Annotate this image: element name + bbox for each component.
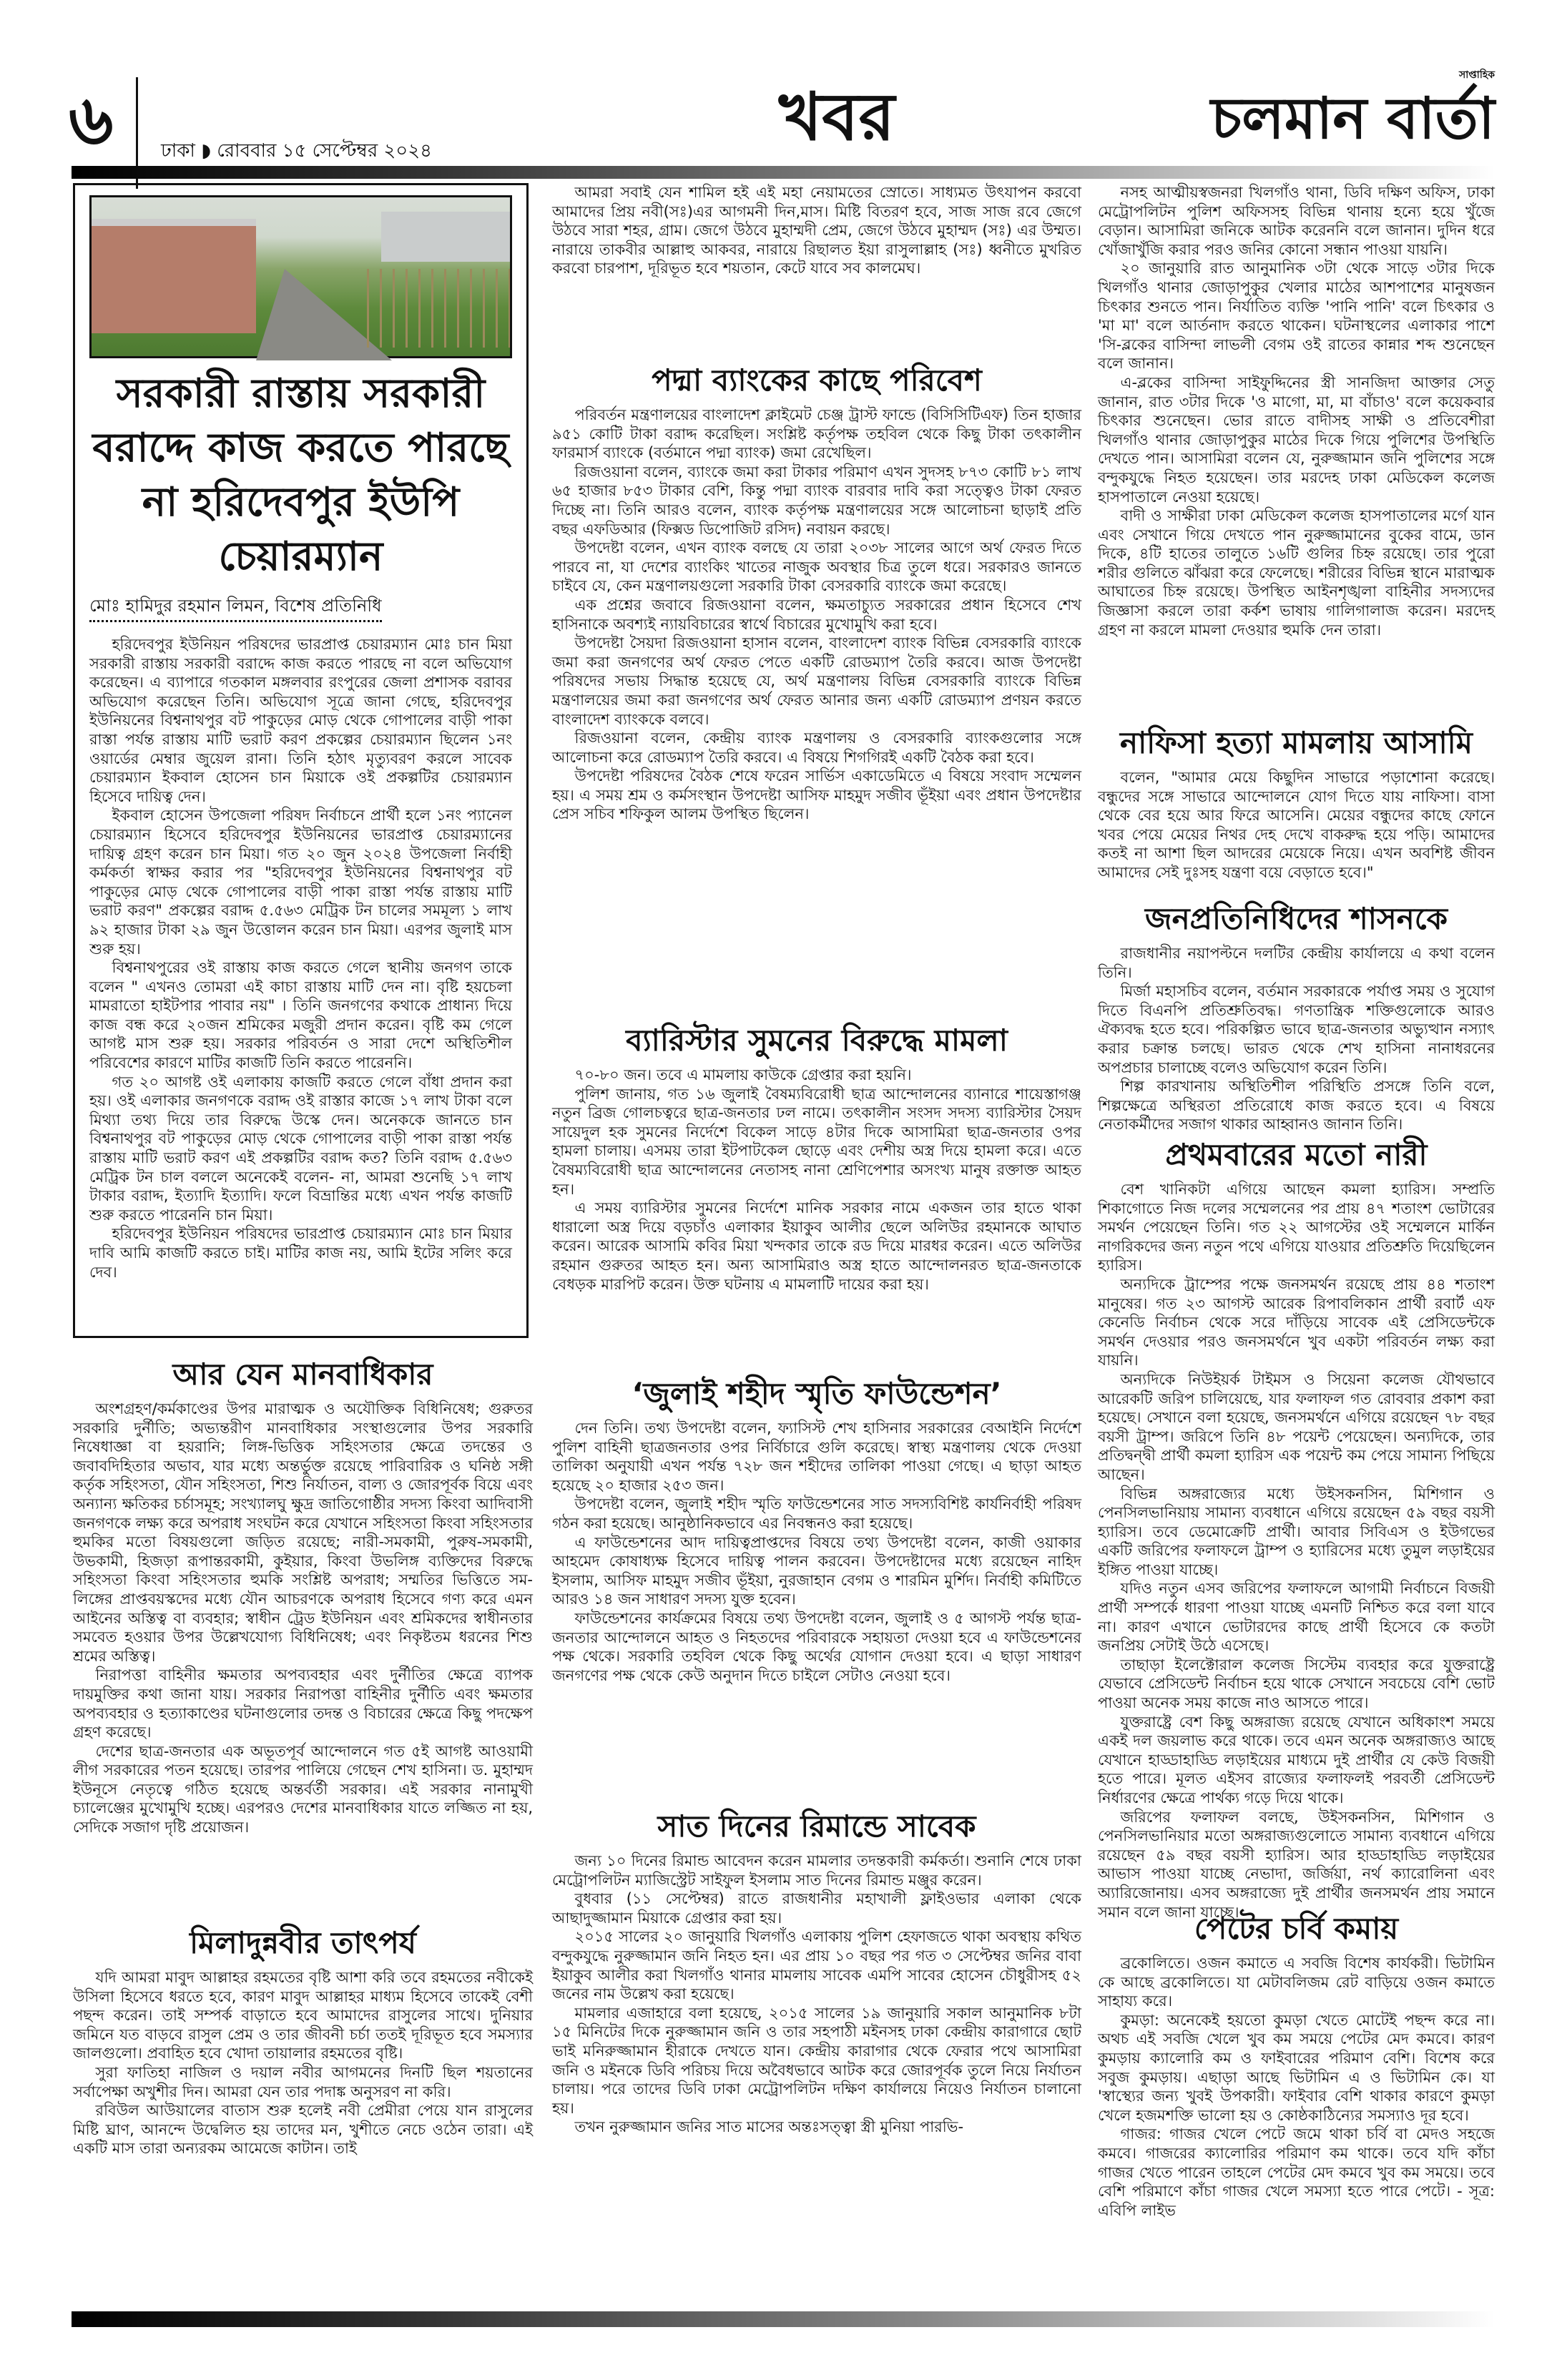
paragraph: হরিদেবপুর ইউনিয়ন পরিষদের ভারপ্রাপ্ত চেয়ারম্যান মোঃ চান মিয়া সরকারী রাস্তায় সরকারী বরাদ্দে কাজ করতে পারছে না বলে অভিযোগ করেছেন। এ ব্যাপারে গতকাল মঙ্গলবার রংপুরের জেলা প্রশাসক বরাবর অভিযোগ করেছেন তিনি। অভিযোগ সূত্রে জানা গেছে, হরিদেবপুর ইউনিয়নের বিশ্বনাথপুর বট পাকুড়ের মোড় থেকে গোপালের বাড়ী পাকা রাস্তা পর্যন্ত রাস্তায় মাটি ভরাট করণ প্রকল্পের চেয়ারম্যান ছিলেন ১নং ওয়ার্ডের মেম্বার জুয়েল রানা। তিনি হঠাৎ মৃত্যুবরণ করলে সাবেক চেয়ারম্যান ইকবাল হোসেন চান মিয়াকে ওই প্রকল্পটির চেয়ারম্যান হিসেবে দায়িত্ব দেন। <box>89 636 512 805</box>
lead-byline: মোঃ হামিদুর রহমান লিমন, বিশেষ প্রতিনিধি <box>89 594 382 622</box>
article-heading: পেটের চর্বি কমায় <box>1194 1911 1399 1946</box>
paragraph: সুরা ফাতিহা নাজিল ও দয়াল নবীর আগমনের দিনটি ছিল শয়তানের সর্বাপেক্ষা অখুশীর দিন। আমরা যেন তার পদাঙ্ক অনুসরণ না করি। <box>73 2063 533 2100</box>
paragraph: যদি আমরা মাবুদ আল্লাহর রহমতের বৃষ্টি আশা করি তবে রহমতের নবীকেই উসিলা হিসেবে ধরতে হবে, কারণ মাবুদ আল্লাহর মাধ্যম হিসেবে তাকেই বেশী পছন্দ করেন। তাই সম্পর্ক বাড়াতে হবে আমাদের রাসুলের সাথে। দুনিয়ার জমিনে যত বাড়বে রাসুল প্রেম ও তার জীবনী চর্চা ততই দূরিভূত হবে সমস্যার জালগুলো। প্রবাহিত হবে খোদা তায়ালার রহমতের বৃষ্টি। <box>73 1969 533 2062</box>
article-body <box>1098 944 1495 1136</box>
paragraph: রাজধানীর নয়াপল্টনে দলটির কেন্দ্রীয় কার্যালয়ে এ কথা বলেন তিনি। <box>1098 945 1495 981</box>
paragraph: হরিদেবপুর ইউনিয়ন পরিষদের ভারপ্রাপ্ত চেয়ারম্যান মোঃ চান মিয়ার দাবি আমি কাজটি করতে চাই। মাটির কাজ নয়, আমি ইটের সলিং করে দেব। <box>89 1225 512 1281</box>
paragraph: অন্যদিকে ট্রাম্পের পক্ষে জনসমর্থন রয়েছে প্রায় ৪৪ শতাংশ মানুষের। গত ২৩ আগস্ট আরেক রিপাবলিকান প্রার্থী রবার্ট এফ কেনেডি নির্বাচন থেকে সরে দাঁড়িয়ে সাবেক এই প্রেসিডেন্টকে সমর্থন দেওয়ার পরও জনসমর্থনে খুব একটা পরিবর্তন লক্ষ্য করা যায়নি। <box>1098 1275 1495 1370</box>
article-body <box>552 405 1081 1019</box>
article-milad-continued <box>552 183 1081 358</box>
paragraph: তাছাড়া ইলেক্টোরাল কলেজ সিস্টেম ব্যবহার করে যুক্তরাষ্ট্রে যেভাবে প্রেসিডেন্ট নির্বাচন হয়ে থাকে সেখানে সবচেয়ে বেশি ভোট পাওয়া অনেক সময় কাজে নাও আসতে পারে। <box>1098 1656 1495 1712</box>
paragraph: বিভিন্ন অঙ্গরাজ্যের মধ্যে উইসকনসিন, মিশিগান ও পেনসিলভানিয়ায় সামান্য ব্যবধানে এগিয়ে রয়েছেন ৫৯ বছর বয়সী হ্যারিস। তবে ডেমোক্রেটি প্রার্থী। আবার সিবিএস ও ইউগভের একটি জরিপের ফলাফলে ট্রাম্প ও হ্যারিসের মধ্যে তুমুল লড়াইয়ের ইঙ্গিত পাওয়া যাচ্ছে। <box>1098 1485 1495 1578</box>
article-remand <box>552 1807 1081 2306</box>
article-body <box>552 1066 1081 1372</box>
paragraph: রিজওয়ানা বলেন, ব্যাংকে জমা করা টাকার পরিমাণ এখন সুদসহ ৮৭৩ কোটি ৮১ লাখ ৬৫ হাজার ৮৫৩ টাকার বেশি, কিন্তু পদ্মা ব্যাংক বারবার দাবি করা সত্ত্বেও টাকা ফেরত দিচ্ছে না। তিনি আরও বলেন, ব্যাংক কর্তৃপক্ষ মন্ত্রণালয়ের সঙ্গে আলোচনা ছাড়াই প্রতি বছর এফডিআর (ফিক্সড ডিপোজিট রসিদ) নবায়ন করছে। <box>552 463 1081 538</box>
paragraph: রিজওয়ানা বলেন, কেন্দ্রীয় ব্যাংক মন্ত্রণালয় ও বেসরকারি ব্যাংকগুলোর সঙ্গে আলোচনা করে রোডম্যাপ তৈরি করবে। এ বিষয়ে শিগগিরই একটি বৈঠক করা হবে। <box>552 729 1081 766</box>
article-body <box>552 1419 1081 1804</box>
paragraph: যদিও নতুন এসব জরিপের ফলাফলে আগামী নির্বাচনে বিজয়ী প্রার্থী সম্পর্কে ধারণা পাওয়া যাচ্ছে এমনটি নিশ্চিত করে বলা যাবে না। কারণ এখানে ভোটারদের কাছে প্রার্থী হিসেবে কে কতটা জনপ্রিয় সেটাই উঠে এসেছে। <box>1098 1580 1495 1655</box>
article-body <box>1098 1180 1495 1921</box>
article-body <box>73 1968 533 2306</box>
article-body <box>552 183 1081 358</box>
paragraph: গত ২০ আগষ্ট ওই এলাকায় কাজটি করতে গেলে বাঁধা প্রদান করা হয়। ওই এলাকার জনগণকে বরাদ্দ ওই রাস্তার কাজে ১৭ লাখ টাকা বলে মিথ্যা তথ্য দিয়ে তার বিরুদ্ধে উস্কে দেন। অনেককে জানতে চান বিশ্বনাথপুর বট পাকুড়ের মোড় থেকে গোপালের বাড়ী পাকা রাস্তা পর্যন্ত রাস্তায় মাটি ভরাট করণ এই প্রকল্পটির বরাদ্দ কত? তিনি বরাদ্দ ৫.৫৬৩ মেট্রিক টন চাল বললে অনেকেই বলেন- না, আমরা শুনেছি ১৭ লাখ টাকার বরাদ্দ, ইত্যাদি ইত্যাদি। ফলে বিভ্রান্তির মধ্যে এখন পর্যন্ত কাজটি শুরু করতে পারেননি চান মিয়া। <box>89 1073 512 1224</box>
paragraph: ২০ জানুয়ারি রাত আনুমানিক ৩টা থেকে সাড়ে ৩টার দিকে খিলগাঁও থানার জোড়াপুকুর খেলার মাঠের আশপাশের মানুষজন চিৎকার শুনতে পান। নির্যাতিত ব্যক্তি 'পানি পানি' বলে চিৎকার ও 'মা মা' বলে আর্তনাদ করতে থাকেন। ঘটনাস্থলের এলাকার পাশে 'সি-ব্লকের বাসিন্দা লাভলী বেগম ওই রাতের কান্নার শব্দ শুনেছেন বলে জানান। <box>1098 260 1495 373</box>
paragraph: ব্রকোলিতে। ওজন কমাতে এ সবজি বিশেষ কার্যকরী। ভিটামিন কে আছে ব্রকোলিতে। যা মেটাবলিজম রেট বাড়িয়ে ওজন কমাতে সাহায্য করে। <box>1098 1954 1495 2010</box>
paragraph: পুলিশ জানায়, গত ১৬ জুলাই বৈষম্যবিরোধী ছাত্র আন্দোলনের ব্যানারে শায়েস্তাগঞ্জ নতুন ব্রিজ গোলচত্বরে ছাত্র-জনতার ঢল নামে। তৎকালীন সংসদ সদস্য ব্যারিস্টার সৈয়দ সায়েদুল হক সুমনের নির্দেশে বিকেল সাড়ে ৪টার দিকে আসামিরা ছাত্র-জনতার ওপর হামলা চালায়। এসময় তারা ইটপাটকেল ছোড়ে এবং দেশীয় অস্ত্র দিয়ে হামলা করে। এতে বৈষম্যবিরোধী ছাত্র আন্দোলনের নেতাসহ নানা শ্রেণিপেশার অসংখ্য মানুষ রক্তাক্ত আহত হন। <box>552 1085 1081 1198</box>
paragraph: শিল্প কারখানায় অস্থিতিশীল পরিস্থিতি প্রসঙ্গে তিনি বলে, শিল্পক্ষেত্রে অস্থিরতা প্রতিরোধে কাজ করতে হবে। এ বিষয়ে নেতাকর্মীদের সজাগ থাকার আহ্বানও জানান তিনি। <box>1098 1078 1495 1134</box>
article-heading: সাত দিনের রিমান্ডে সাবেক <box>657 1809 976 1844</box>
section-title: খবর <box>778 79 895 155</box>
paragraph: অন্যদিকে নিউইয়র্ক টাইমস ও সিয়েনা কলেজ যৌথভাবে আরেকটি জরিপ চালিয়েছে, যার ফলাফল গত রোববার প্রকাশ করা হয়েছে। সেখানে বলা হয়েছে, জনসমর্থনে এগিয়ে রয়েছেন ৭৮ বছর বয়সী ট্রাম্প। জরিপে তিনি ৪৮ পয়েন্ট পেয়েছেন। অন্যদিকে, তার প্রতিদ্বন্দ্বী প্রার্থী কমলা হ্যারিস এক পয়েন্ট কম পেয়ে সামান্য পিছিয়ে আছেন। <box>1098 1370 1495 1483</box>
article-body <box>1098 768 1495 899</box>
paragraph: ২০১৫ সালের ২০ জানুয়ারি খিলগাঁও এলাকায় পুলিশ হেফাজতে থাকা অবস্থায় কথিত বন্দুকযুদ্ধে নুরুজ্জামান জনি নিহত হন। এর প্রায় ১০ বছর পর গত ৩ সেপ্টেম্বর জনির বাবা ইয়াকুব আলীর করা খিলগাঁও থানার মামলায় সাবেক এমপি সাবের হোসেন চৌধুরীসহ ৫২ জনের নাম উল্লেখ করা হয়েছে। <box>552 1928 1081 2003</box>
logo-tagline: সাপ্তাহিক <box>1458 69 1495 81</box>
paragraph: ফাউন্ডেশনের কার্যক্রমের বিষয়ে তথ্য উপদেষ্টা বলেন, জুলাই ও ৫ আগস্ট পর্যন্ত ছাত্র-জনতার আন্দোলনে আহত ও নিহতদের পরিবারকে সহায়তা দেওয়া হবে এ ফাউন্ডেশনের পক্ষ থেকে। সরকারি তহবিল থেকে কিছু অর্থের যোগান দেওয়া হবে। এ ছাড়া সাধারণ জনগণের পক্ষ থেকে কেউ অনুদান দিতে চাইলে সেটাও নেওয়া হবে। <box>552 1609 1081 1684</box>
paragraph: মামলার এজাহারে বলা হয়েছে, ২০১৫ সালের ১৯ জানুয়ারি সকাল আনুমানিক ৮টা ১৫ মিনিটের দিকে নুরুজ্জামান জনি ও তার সহপাঠী মইনসহ ঢাকা কেন্দ্রীয় কারাগারে ছোট ভাই মনিরুজ্জামান হীরাকে দেখতে যান। কেন্দ্রীয় কারাগার থেকে ফেরার পথে আসামিরা জনি ও মইনকে ডিবি পরিচয় দিয়ে অবৈধভাবে আটক করে জোরপূর্বক তুলে নিয়ে নির্যাতন চালায়। পরে তাদের ডিবি ঢাকা মেট্রোপলিটন দক্ষিণ কার্যালয়ে নিয়েও নির্যাতন চালানো হয়। <box>552 2004 1081 2117</box>
article-representatives <box>1098 900 1495 1136</box>
paragraph: জরিপের ফলাফল বলছে, উইসকনসিন, মিশিগান ও পেনসিলভানিয়ার মতো অঙ্গরাজ্যগুলোতে সামান্য ব্যবধানে এগিয়ে রয়েছেন ৫৯ বছর বয়সী হ্যারিস। আর হাড্ডাহাড্ডি লড়াইয়ের আভাস পাওয়া যাচ্ছে নেভাদা, জর্জিয়া, নর্থ ক্যারোলিনা এবং অ্যারিজোনায়। এসব অঙ্গরাজ্যে দুই প্রার্থীর জনসমর্থন প্রায় সমানে সমান বলে জানা যাচ্ছে। <box>1098 1808 1495 1921</box>
lead-story-box <box>73 183 529 1338</box>
paragraph: তখন নুরুজ্জামান জনির সাত মাসের অন্তঃসত্ত্বা স্ত্রী মুনিয়া পারভি- <box>574 2118 964 2136</box>
paragraph: এ ফাউন্ডেশনের আদ দায়িত্বপ্রাপ্তদের বিষয়ে তথ্য উপদেষ্টা বলেন, কাজী ওয়াকার আহমেদ কোষাধ্যক্ষ হিসেবে দায়িত্ব পালন করবেন। উপদেষ্টাদের মধ্যে রয়েছেন নাহিদ ইসলাম, আসিফ মাহমুদ সজীব ভূঁইয়া, নুরজাহান বেগম ও শারমিন মুর্শিদ। নির্বাহী কমিটিতে আরও ১৪ জন সাধারণ সদস্য যুক্ত হবেন। <box>552 1533 1081 1608</box>
paragraph: মির্জা মহাসচিব বলেন, বর্তমান সরকারকে পর্যাপ্ত সময় ও সুযোগ দিতে বিএনপি প্রতিশ্রুতিবদ্ধ। গণতান্ত্রিক শক্তিগুলোকে আরও ঐক্যবদ্ধ হতে হবে। পরিকল্পিত ভাবে ছাত্র-জনতার অভ্যুত্থান নস্যাৎ করার চক্রান্ত চলছে। ভারত থেকে শেখ হাসিনা নানাধরনের অপপ্রচার চালাচ্ছে বলেও অভিযোগ করেন তিনি। <box>1098 983 1495 1076</box>
paragraph: আমরা সবাই যেন শামিল হই এই মহা নেয়ামতের স্রোতে। সাধ্যমত উৎযাপন করবো আমাদের প্রিয় নবী(সঃ)এর আগমনী দিন,মাস। মিষ্টি বিতরণ হবে, সাজ সাজ রবে জেগে উঠবে সারা শহর, গ্রাম। জেগে উঠবে মুহাম্মদী প্রেম, জেগে উঠবে মুহাম্মদ (সঃ) এর উম্মত। নারায়ে তাকবীর আল্লাহু আকবর, নারায়ে রিছালত ইয়া রাসুলাল্লাহ (সঃ) ধ্বনীতে মুখরিত করবো চারপাশ, দূরিভূত হবে শয়তান, কেটে যাবে সব কালমেঘ। <box>552 184 1081 277</box>
paragraph: এ-ব্লকের বাসিন্দা সাইফুদ্দিনের স্ত্রী সানজিদা আক্তার সেতু জানান, রাত ৩টার দিকে 'ও মাগো, মা, মা বাঁচাও' বলে কয়েকবার চিৎকার শুনেছেন। ভোর রাতে বাদীসহ সাক্ষী ও প্রতিবেশীরা খিলগাঁও থানার জোড়াপুকুর মাঠের দিকে গিয়ে পুলিশের উপস্থিতি দেখতে পান। আসামিরা বলেন যে, নুরুজ্জামান জনি পুলিশের সঙ্গে বন্দুকযুদ্ধে নিহত হয়েছেন। তার মরদেহ ঢাকা মেডিকেল কলেজ হাসপাতালে নেওয়া হয়েছে। <box>1098 373 1495 506</box>
article-body <box>1098 1954 1495 2306</box>
issue-date: ঢাকা ◗ রোববার ১৫ সেপ্টেম্বর ২০২৪ <box>161 140 432 162</box>
article-heading: নাফিসা হত্যা মামলায় আসামি <box>1120 725 1473 760</box>
paragraph: ৭০-৮০ জন। তবে এ মামলায় কাউকে গ্রেপ্তার করা হয়নি। <box>574 1066 912 1083</box>
article-july-foundation <box>552 1375 1081 1804</box>
article-first-woman <box>1098 1136 1495 1921</box>
article-body <box>552 1852 1081 2306</box>
paragraph: গাজর: গাজর খেলে পেটে জমে থাকা চর্বি বা মেদও সহজে কমবে। গাজরের ক্যালোরির পরিমাণ কম থাকে। তবে যদি কাঁচা গাজর খেতে পারেন তাহলে পেটের মেদ কমবে খুব কম সময়ে। তবে বেশি পরিমাণে কাঁচা গাজর খেলে সমস্যা হতে পারে পেটে। - সূত্র: এবিপি লাইভ <box>1098 2125 1495 2219</box>
newspaper-logo <box>1116 69 1495 164</box>
article-milad <box>73 1924 533 2306</box>
paragraph: বলেন, "আমার মেয়ে কিছুদিন সাভারে পড়াশোনা করেছে। বন্ধুদের সঙ্গে সাভারে আন্দোলনে যোগ দিতে যায় নাফিসা। বাসা থেকে বের হয়ে আর ফিরে আসেনি। মেয়ের বন্ধুদের কাছে ফোনে খবর পেয়ে মেয়ের নিথর দেহ দেখে বাকরুদ্ধ হয়ে পড়ি। আমাদের কতই না আশা ছিল আদরের মেয়েকে নিয়ে। এখন অবশিষ্ট জীবন আমাদের সেই দুঃসহ যন্ত্রণা বয়ে বেড়াতে হবে।" <box>1098 769 1495 881</box>
article-body <box>73 1400 533 1920</box>
article-padma-bank <box>552 361 1081 1019</box>
paragraph: বিশ্বনাথপুরের ওই রাস্তায় কাজ করতে গেলে স্থানীয় জনগণ তাকে বলেন " এখনও তোমরা এই কাচা রাস্তায় মাটি দেন না। বৃষ্টি হয়চেলা মামরাতো হাইটপার পাবার নয়" । তিনি জনগণের কথাকে প্রাধান্য দিয়ে কাজ বন্ধ করে ২০জন শ্রমিকের মজুরী প্রদান করেন। বৃষ্টি কম গেলে আগষ্ট মাস শুরু হয়। সরকার পরিবর্তন ও সারা দেশে অস্থিতিশীল পরিবেশের কারণে মাটির কাজটি তিনি করতে পারেননি। <box>89 959 512 1072</box>
paragraph: অংশগ্রহণ/কর্মকাণ্ডের উপর মারাত্মক ও অযৌক্তিক বিধিনিষেধ; গুরুতর সরকারি দুর্নীতি; অভ্যন্তরীণ মানবাধিকার সংস্থাগুলোর উপর সরকারি নিষেধাজ্ঞা বা হয়রানি; লিঙ্গ-ভিত্তিক সহিংসতার ক্ষেত্রে তদন্তের ও জবাবদিহিতার অভাব, যার মধ্যে অন্তর্ভুক্ত রয়েছে পারিবারিক ও ঘনিষ্ঠ সঙ্গী কর্তৃক সহিংসতা, যৌন সহিংসতা, শিশু নির্যাতন, বাল্য ও জোরপূর্বক বিয়ে এবং অন্যান্য ক্ষতিকর চর্চাসমূহ; সংখ্যালঘু ক্ষুদ্র জাতিগোষ্ঠীর সদস্য কিংবা আদিবাসী জনগণকে লক্ষ্য করে অপরাধ সংঘটন করে যেখানে সহিংসতা কিংবা সহিংসতার হুমকির মতো বিষয়গুলো জড়িত রয়েছে; নারী-সমকামী, পুরুষ-সমকামী, উভকামী, হিজড়া রূপান্তরকামী, কুইয়ার, কিংবা উভলিঙ্গ ব্যক্তিদের বিরুদ্ধে সহিংসতা কিংবা সহিংসতার হুমকি সংশ্লিষ্ট অপরাধ; সম্মতির ভিত্তিতে সম-লিঙ্গের প্রাপ্তবয়স্কদের মধ্যে যৌন আচরণকে অপরাধ হিসেবে গণ্য করে এমন আইনের অস্তিত্ব বা ব্যবহার; স্বাধীন ট্রেড ইউনিয়ন এবং শ্রমিকদের স্বাধীনতার সমবেত হওয়ার উপর উল্লেখযোগ্য বিধিনিষেধ; এবং নিকৃষ্টতম ধরনের শিশু শ্রমের অস্তিত্ব। <box>73 1400 533 1665</box>
paragraph: জন্য ১০ দিনের রিমান্ড আবেদন করেন মামলার তদন্তকারী কর্মকর্তা। শুনানি শেষে ঢাকা মেট্রোপলিটন ম্যাজিস্ট্রেট সাইফুল ইসলাম সাত দিনের রিমান্ড মঞ্জুর করেন। <box>552 1852 1081 1889</box>
paragraph: দেন তিনি। তথ্য উপদেষ্টা বলেন, ফ্যাসিস্ট শেখ হাসিনার সরকারের বেআইনি নির্দেশে পুলিশ বাহিনী ছাত্রজনতার ওপর নির্বিচারে গুলি করেছে। স্বাস্থ্য মন্ত্রণালয় থেকে দেওয়া তালিকা অনুযায়ী এখন পর্যন্ত ৭২৮ জন শহীদের তালিকা পাওয়া গেছে। এ ছাড়া আহত হয়েছে ২০ হাজার ২৫৩ জন। <box>552 1420 1081 1494</box>
paragraph: বাদী ও সাক্ষীরা ঢাকা মেডিকেল কলেজ হাসপাতালের মর্গে যান এবং সেখানে গিয়ে দেখতে পান নুরুজ্জামানের বুকের বামে, ডান দিকে, ৪টি হাতের তালুতে ১৬টি গুলির চিহ্ন রয়েছে। তার পুরো শরীর গুলিতে ঝাঁঝরা করে ফেলেছে। শরীরের বিভিন্ন স্থানে মারাত্মক আঘাতের চিহ্ন রয়েছে। উপস্থিত আইনশৃঙ্খলা বাহিনীর সদস্যদের জিজ্ঞাসা করলে তারা কর্কশ ভাষায় গালিগালাজ করেন। মরদেহ গ্রহণ না করলে মামলা দেওয়ার হুমকি দেন তারা। <box>1098 507 1495 639</box>
paragraph: কুমড়া: অনেকেই হয়তো কুমড়া খেতে মোটেই পছন্দ করে না। অথচ এই সবজি খেলে খুব কম সময়ে পেটের মেদ কমবে। কারণ কুমড়ায় ক্যালোরি কম ও ফাইবারের পরিমাণ বেশি। বিশেষ করে সবুজ কুমড়ায়। এছাড়া আছে ভিটামিন এ ও ভিটামিন কে। যা 'স্বাস্থ্যের জন্য খুবই উপকারী। ফাইবার বেশি থাকার কারণে কুমড়া খেলে হজমশক্তি ভালো হয় ও কোষ্ঠকাঠিন্যের সমস্যাও দূর হবে। <box>1098 2011 1495 2124</box>
paragraph: রবিউল আউয়ালের বাতাস শুরু হলেই নবী প্রেমীরা পেয়ে যান রাসুলের মিষ্টি ঘ্রাণ, আনন্দে উদ্বেলিত হয় তাদের মন, খুশীতে নেচে ওঠেন তারা। এই একটি মাস তারা অন্যরকম আমেজে কাটান। তাই <box>73 2102 533 2158</box>
article-human-rights <box>73 1355 533 1920</box>
article-heading: প্রথমবারের মতো নারী <box>1165 1137 1428 1172</box>
article-nafisa <box>1098 724 1495 899</box>
paragraph: বেশ খানিকটা এগিয়ে আছেন কমলা হ্যারিস। সম্প্রতি শিকাগোতে নিজ দলের সম্মেলনের পর প্রায় ৪৭ শতাংশ ভোটারের সমর্থন পেয়েছেন তিনি। গত ২২ আগস্টের ওই সম্মেলনে মার্কিন নাগরিকদের জন্য নতুন পথে এগিয়ে যাওয়ার প্রতিশ্রুতি দিয়েছিলেন হ্যারিস। <box>1098 1181 1495 1274</box>
article-body <box>1098 183 1495 721</box>
paragraph: উপদেষ্টা পরিষদের বৈঠক শেষে ফরেন সার্ভিস একাডেমিতে এ বিষয়ে সংবাদ সম্মেলন হয়। এ সময় শ্রম ও কর্মসংস্থান উপদেষ্টা আসিফ মাহমুদ সজীব ভূঁইয়া এবং প্রধান উপদেষ্টার প্রেস সচিব শফিকুল আলম উপস্থিত ছিলেন। <box>552 767 1081 823</box>
paragraph: ইকবাল হোসেন উপজেলা পরিষদ নির্বাচনে প্রার্থী হলে ১নং প্যানেল চেয়ারম্যান হিসেবে হরিদেবপুর ইউনিয়নের ভারপ্রাপ্ত চেয়ারম্যানের দায়িত্ব গ্রহণ করেন চান মিয়া। গত ২০ জুন ২০২৪ উপজেলা নির্বাহী কর্মকর্তা স্বাক্ষর করার পর "হরিদেবপুর ইউনিয়নের বিশ্বনাথপুর বট পাকুড়ের মোড় থেকে গোপালের বাড়ী পাকা রাস্তা পর্যন্ত রাস্তায় মাটি ভরাট করণ" প্রকল্পের বরাদ্দ ৫.৫৬৩ মেট্রিক টন চালের সমমূল্য ১ লাখ ৯২ হাজার টাকা ২৯ জুন উত্তোলন করেন চান মিয়া। এরপর জুলাই মাস শুরু হয়। <box>89 807 512 958</box>
article-barrister-suman <box>552 1021 1081 1372</box>
lead-headline: সরকারী রাস্তায় সরকারী বরাদ্দে কাজ করতে পারছে না হরিদেবপুর ইউপি চেয়ারম্যান <box>92 370 509 580</box>
paragraph: উপদেষ্টা বলেন, এখন ব্যাংক বলছে যে তারা ২০৩৮ সালের আগে অর্থ ফেরত দিতে পারবে না, যা দেশের ব্যাংকিং খাতের নাজুক অবস্থার চিত্র তুলে ধরে। সরকারও জানতে চাইবে যে, কেন মন্ত্রণালয়গুলো সরকারি টাকা বেসরকারি ব্যাংকে জমা করেছে। <box>552 539 1081 595</box>
header-gradient-bar <box>72 166 1495 179</box>
village-road-photo <box>89 195 512 358</box>
lead-article-body <box>89 635 512 1326</box>
article-heading: মিলাদুন্নবীর তাৎপর্য <box>190 1925 416 1960</box>
article-heading: ‘জুলাই শহীদ স্মৃতি ফাউন্ডেশন’ <box>632 1376 1002 1411</box>
paragraph: এক প্রশ্নের জবাবে রিজওয়ানা বলেন, ক্ষমতাচ্যুত সরকারের প্রধান হিসেবে শেখ হাসিনাকে অবশ্যই ন্যায়বিচারের স্বার্থে বিচারের মুখোমুখি করা হবে। <box>552 596 1081 633</box>
article-heading: জনপ্রতিনিধিদের শাসনকে <box>1145 901 1448 936</box>
logo-text: চলমান বার্তা <box>1211 85 1495 152</box>
article-belly-fat <box>1098 1909 1495 2306</box>
paragraph: উপদেষ্টা বলেন, জুলাই শহীদ স্মৃতি ফাউন্ডেশনের সাত সদস্যবিশিষ্ট কার্যনির্বাহী পরিষদ গঠন করা হয়েছে। আনুষ্ঠানিকভাবে এর নিবন্ধনও করা হয়েছে। <box>552 1495 1081 1532</box>
paragraph: দেশের ছাত্র-জনতার এক অভূতপূর্ব আন্দোলনে গত ৫ই আগষ্ট আওয়ামী লীগ সরকারের পতন হয়েছে। তারপর পালিয়ে গেছেন শেখ হাসিনা। ড. মুহাম্মদ ইউনূসে নেতৃত্বে গঠিত হয়েছে অন্তর্বর্তী সরকার। এই সরকার নানামুখী চ্যালেঞ্জের মুখোমুখি হচ্ছে। এরপরও দেশের মানবাধিকার যাতে লজ্জিত না হয়, সেদিকে সজাগ দৃষ্টি প্রয়োজন। <box>73 1742 533 1836</box>
footer-gradient-bar <box>72 2311 1495 2327</box>
page-number: ৬ <box>69 80 114 160</box>
article-heading: পদ্মা ব্যাংকের কাছে পরিবেশ <box>652 363 982 398</box>
paragraph: নিরাপত্তা বাহিনীর ক্ষমতার অপব্যবহার এবং দুর্নীতির ক্ষেত্রে ব্যাপক দায়মুক্তির কথা জানা যায়। সরকার নিরাপত্তা বাহিনীর দুর্নীতি এবং ক্ষমতার অপব্যবহার ও হত্যাকাণ্ডের ঘটনাগুলোর তদন্ত ও বিচারের ক্ষেত্রে কিছু পদক্ষেপ গ্রহণ করেছে। <box>73 1666 533 1741</box>
paragraph: নসহ আত্মীয়স্বজনরা খিলগাঁও থানা, ডিবি দক্ষিণ অফিস, ঢাকা মেট্রোপলিটন পুলিশ অফিসসহ বিভিন্ন থানায় হন্যে হয়ে খুঁজে বেড়ান। আসামিরা জনিকে আটক করেননি বলে জানান। দুদিন ধরে খোঁজাখুঁজি করার পরও জনির কোনো সন্ধান পাওয়া যায়নি। <box>1098 184 1495 258</box>
article-remand-continued <box>1098 183 1495 721</box>
paragraph: এ সময় ব্যারিস্টার সুমনের নির্দেশে মানিক সরকার নামে একজন তার হাতে থাকা ধারালো অস্ত্র দিয়ে বড়চাঁও এলাকার ইয়াকুব আলীর ছেলে অলিউর রহমানকে আঘাত করেন। আরেক আসামি কবির মিয়া খন্দকার তাকে রড দিয়ে মারধর করেন। এতে অলিউর রহমান গুরুতর আহত হন। অন্য আসামিরাও অস্ত্র হাতে আন্দোলনরত ছাত্র-জনতাকে বেধড়ক মারপিট করেন। উক্ত ঘটনায় এ মামলাটি দায়ের করা হয়। <box>552 1199 1081 1293</box>
article-heading: ব্যারিস্টার সুমনের বিরুদ্ধে মামলা <box>626 1023 1008 1058</box>
paragraph: উপদেষ্টা সৈয়দা রিজওয়ানা হাসান বলেন, বাংলাদেশ ব্যাংক বিভিন্ন বেসরকারি ব্যাংকে জমা করা জনগণের অর্থ ফেরত পেতে একটি রোডম্যাপ তৈরি করবে। আজ উপদেষ্টা পরিষদের সভায় সিদ্ধান্ত হয়েছে যে, অর্থ মন্ত্রণালয় বিভিন্ন বেসরকারি ব্যাংকে বিভিন্ন মন্ত্রণালয়ের জমা করা জনগণের অর্থ ফেরত আনার জন্য একটি রোডম্যাপ প্রণয়ন করতে বাংলাদেশ ব্যাংককে বলবে। <box>552 634 1081 728</box>
article-heading: আর যেন মানবাধিকার <box>172 1357 433 1392</box>
paragraph: যুক্তরাষ্ট্রে বেশ কিছু অঙ্গরাজ্য রয়েছে যেখানে অধিকাংশ সময়ে একই দল জয়লাভ করে থাকে। তবে এমন অনেক অঙ্গরাজ্যও আছে যেখানে হাড্ডাহাড্ডি লড়াইয়ের মাধ্যমে দুই প্রার্থীর যে কেউ বিজয়ী হতে পারে। মূলত এইসব রাজ্যের ফলাফলই পরবর্তী প্রেসিডেন্ট নির্ধারণের ক্ষেত্রে পার্থক্য গড়ে দিয়ে থাকে। <box>1098 1713 1495 1806</box>
paragraph: বুধবার (১১ সেপ্টেম্বর) রাতে রাজধানীর মহাখালী ফ্লাইওভার এলাকা থেকে আছাদুজ্জামান মিয়াকে গ্রেপ্তার করা হয়। <box>552 1890 1081 1927</box>
paragraph: পরিবর্তন মন্ত্রণালয়ের বাংলাদেশ ক্লাইমেট চেঞ্জ ট্রাস্ট ফান্ডে (বিসিসিটিএফ) তিন হাজার ৯৫১ কোটি টাকা বরাদ্দ করেছিল। সংশ্লিষ্ট কর্তৃপক্ষ তহবিল থেকে কিছু টাকা তৎকালীন ফারমার্স ব্যাংকে (বর্তমানে পদ্মা ব্যাংক) জমা রেখেছিল। <box>552 406 1081 462</box>
